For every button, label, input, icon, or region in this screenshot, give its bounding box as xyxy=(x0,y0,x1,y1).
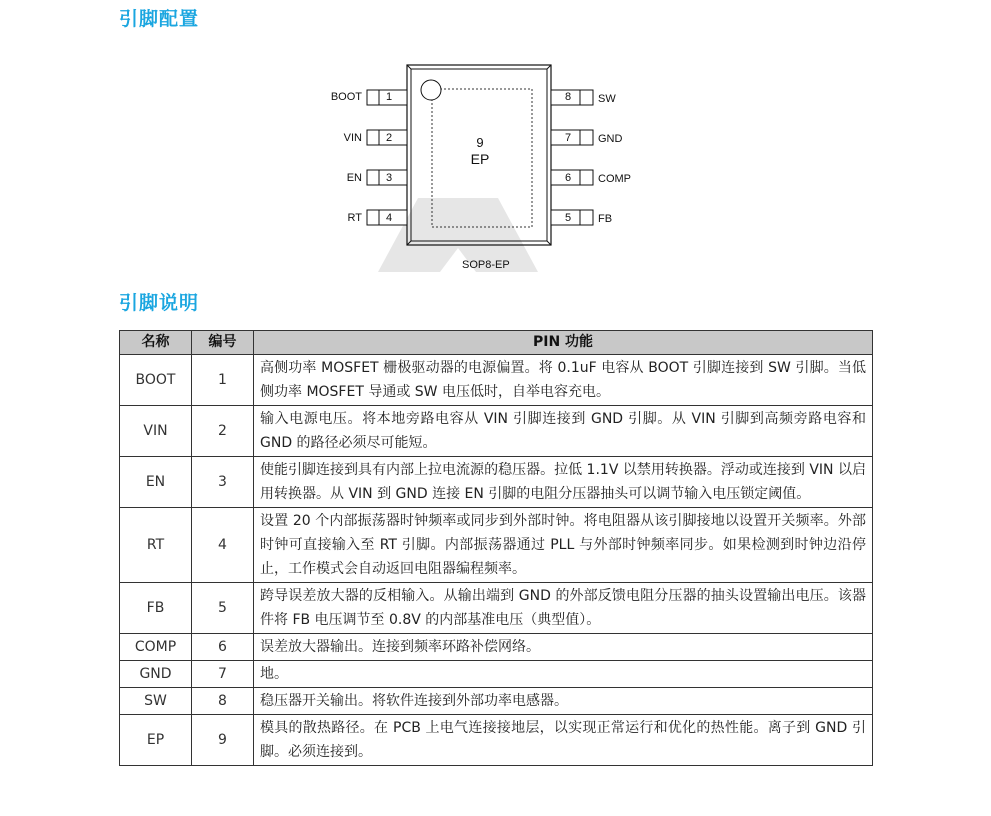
pin-number-cell: 5 xyxy=(192,583,254,634)
pin-number-cell: 1 xyxy=(192,355,254,406)
pin-number-2: 2 xyxy=(385,132,393,144)
pin-number-5: 5 xyxy=(564,212,572,224)
pin-name-sw: SW xyxy=(598,93,616,105)
pin-name-gnd: GND xyxy=(598,133,623,145)
table-row xyxy=(120,715,873,766)
pin-name-cell: BOOT xyxy=(120,355,192,406)
pin-name-cell: SW xyxy=(120,688,192,715)
table-row xyxy=(120,457,873,508)
pin-number-cell: 9 xyxy=(192,715,254,766)
pin-number-7: 7 xyxy=(564,132,572,144)
header-name: 名称 xyxy=(120,331,192,355)
table-row xyxy=(120,406,873,457)
pin-name-cell: COMP xyxy=(120,634,192,661)
table-row xyxy=(120,355,873,406)
pin-diagram xyxy=(0,0,991,280)
pin-config-title: 引脚配置 xyxy=(119,8,200,30)
pin-number-cell: 2 xyxy=(192,406,254,457)
pin-number-cell: 6 xyxy=(192,634,254,661)
pin-function-cell: 模具的散热路径。在 PCB 上电气连接接地层，以实现正常运行和优化的热性能。离子到 GND 引脚。必须连接到。 xyxy=(254,715,873,766)
pin-name-cell: EN xyxy=(120,457,192,508)
watermark-shape xyxy=(378,198,538,272)
pin-function-cell: 使能引脚连接到具有内部上拉电流源的稳压器。拉低 1.1V 以禁用转换器。浮动或连接到 VIN 以启用转换器。从 VIN 到 GND 连接 EN 引脚的电阻分压器抽头可以调节输入电压锁定阈值。 xyxy=(254,457,873,508)
pin-function-cell: 误差放大器输出。连接到频率环路补偿网络。 xyxy=(254,634,873,661)
table-row xyxy=(120,508,873,583)
pin-number-4: 4 xyxy=(385,212,393,224)
pin1-marker xyxy=(421,80,441,100)
pin-number-8: 8 xyxy=(564,91,572,103)
table-row xyxy=(120,583,873,634)
pin-name-comp: COMP xyxy=(598,173,631,185)
pin-number-cell: 8 xyxy=(192,688,254,715)
pin-name-cell: GND xyxy=(120,661,192,688)
pin-function-cell: 稳压器开关输出。将软件连接到外部功率电感器。 xyxy=(254,688,873,715)
pin-name-cell: RT xyxy=(120,508,192,583)
pin-number-1: 1 xyxy=(385,91,393,103)
exposed-pad-label: EP xyxy=(470,151,490,167)
pin-number-cell: 4 xyxy=(192,508,254,583)
pin-description-title: 引脚说明 xyxy=(119,292,200,314)
pin-name-cell: VIN xyxy=(120,406,192,457)
pin-name-boot: BOOT xyxy=(330,91,362,103)
table-row xyxy=(120,661,873,688)
pin-number-3: 3 xyxy=(385,172,393,184)
pin-description-table xyxy=(119,330,873,766)
pin-function-cell: 地。 xyxy=(254,661,873,688)
pin-number-cell: 3 xyxy=(192,457,254,508)
pin-name-rt: RT xyxy=(347,212,362,224)
pin-function-cell: 高侧功率 MOSFET 栅极驱动器的电源偏置。将 0.1uF 电容从 BOOT 引脚连接到 SW 引脚。当低侧功率 MOSFET 导通或 SW 电压低时，自举电容充电。 xyxy=(254,355,873,406)
pin-number-cell: 7 xyxy=(192,661,254,688)
pin-number-6: 6 xyxy=(564,172,572,184)
pin-name-vin: VIN xyxy=(343,132,362,144)
pin-function-cell: 跨导误差放大器的反相输入。从输出端到 GND 的外部反馈电阻分压器的抽头设置输出电压。该器件将 FB 电压调节至 0.8V 的内部基准电压（典型值）。 xyxy=(254,583,873,634)
header-number: 编号 xyxy=(192,331,254,355)
table-header-row xyxy=(120,331,873,355)
exposed-pad-number: 9 xyxy=(476,135,484,150)
header-function: PIN 功能 xyxy=(254,331,873,355)
pin-name-cell: FB xyxy=(120,583,192,634)
pin-function-cell: 输入电源电压。将本地旁路电容从 VIN 引脚连接到 GND 引脚。从 VIN 引脚到高频旁路电容和 GND 的路径必须尽可能短。 xyxy=(254,406,873,457)
pin-name-en: EN xyxy=(346,172,362,184)
pin-name-fb: FB xyxy=(598,213,613,225)
pin-function-cell: 设置 20 个内部振荡器时钟频率或同步到外部时钟。将电阻器从该引脚接地以设置开关频率。外部时钟可直接输入至 RT 引脚。内部振荡器通过 PLL 与外部时钟频率同步。如果检测到时钟边沿停止，工作模式会自动返回电阻器编程频率。 xyxy=(254,508,873,583)
table-row xyxy=(120,634,873,661)
pin-name-cell: EP xyxy=(120,715,192,766)
table-row xyxy=(120,688,873,715)
package-label: SOP8-EP xyxy=(462,259,510,271)
